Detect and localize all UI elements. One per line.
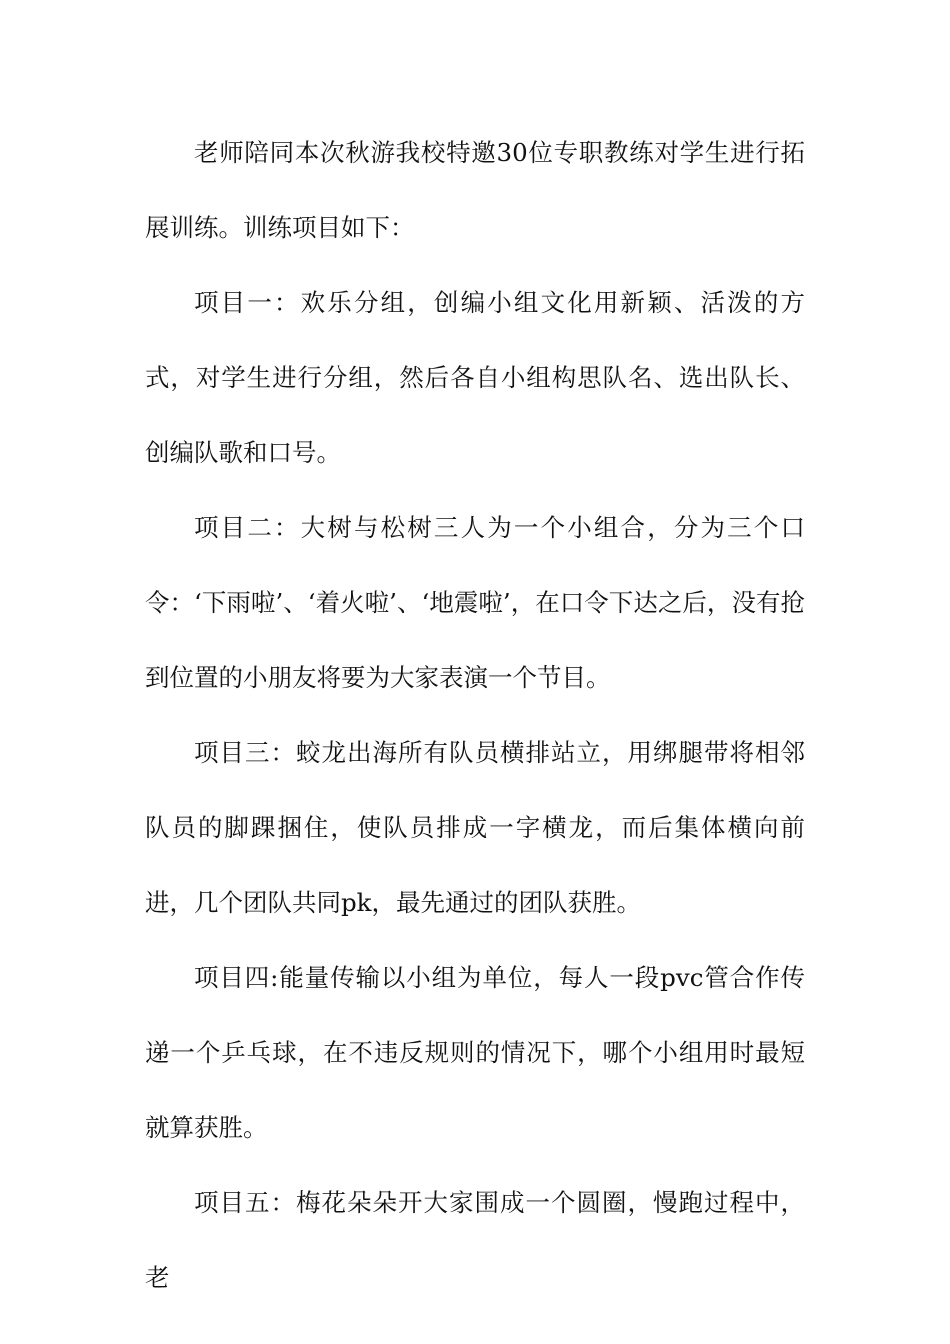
paragraph-item-1: 项目一：欢乐分组，创编小组文化用新颖、活泼的方式，对学生进行分组，然后各自小组构思队名、选出队长、创编队歌和口号。 (145, 288, 805, 467)
paragraph-intro: 老师陪同本次秋游我校特邀30位专职教练对学生进行拓展训练。训练项目如下： (145, 138, 805, 242)
paragraph-item-5: 项目五：梅花朵朵开大家围成一个圆圈，慢跑过程中，老 (145, 1188, 805, 1292)
paragraph-item-4: 项目四:能量传输以小组为单位，每人一段pvc管合作传递一个乒乓球，在不违反规则的情况下，哪个小组用时最短就算获胜。 (145, 963, 805, 1142)
paragraph-item-3: 项目三：蛟龙出海所有队员横排站立，用绑腿带将相邻队员的脚踝捆住，使队员排成一字横龙，而后集体横向前进，几个团队共同pk，最先通过的团队获胜。 (145, 738, 805, 917)
paragraph-item-2: 项目二：大树与松树三人为一个小组合，分为三个口令：‘下雨啦’、‘着火啦’、‘地震啦’，在口令下达之后，没有抢到位置的小朋友将要为大家表演一个节目。 (145, 513, 805, 692)
